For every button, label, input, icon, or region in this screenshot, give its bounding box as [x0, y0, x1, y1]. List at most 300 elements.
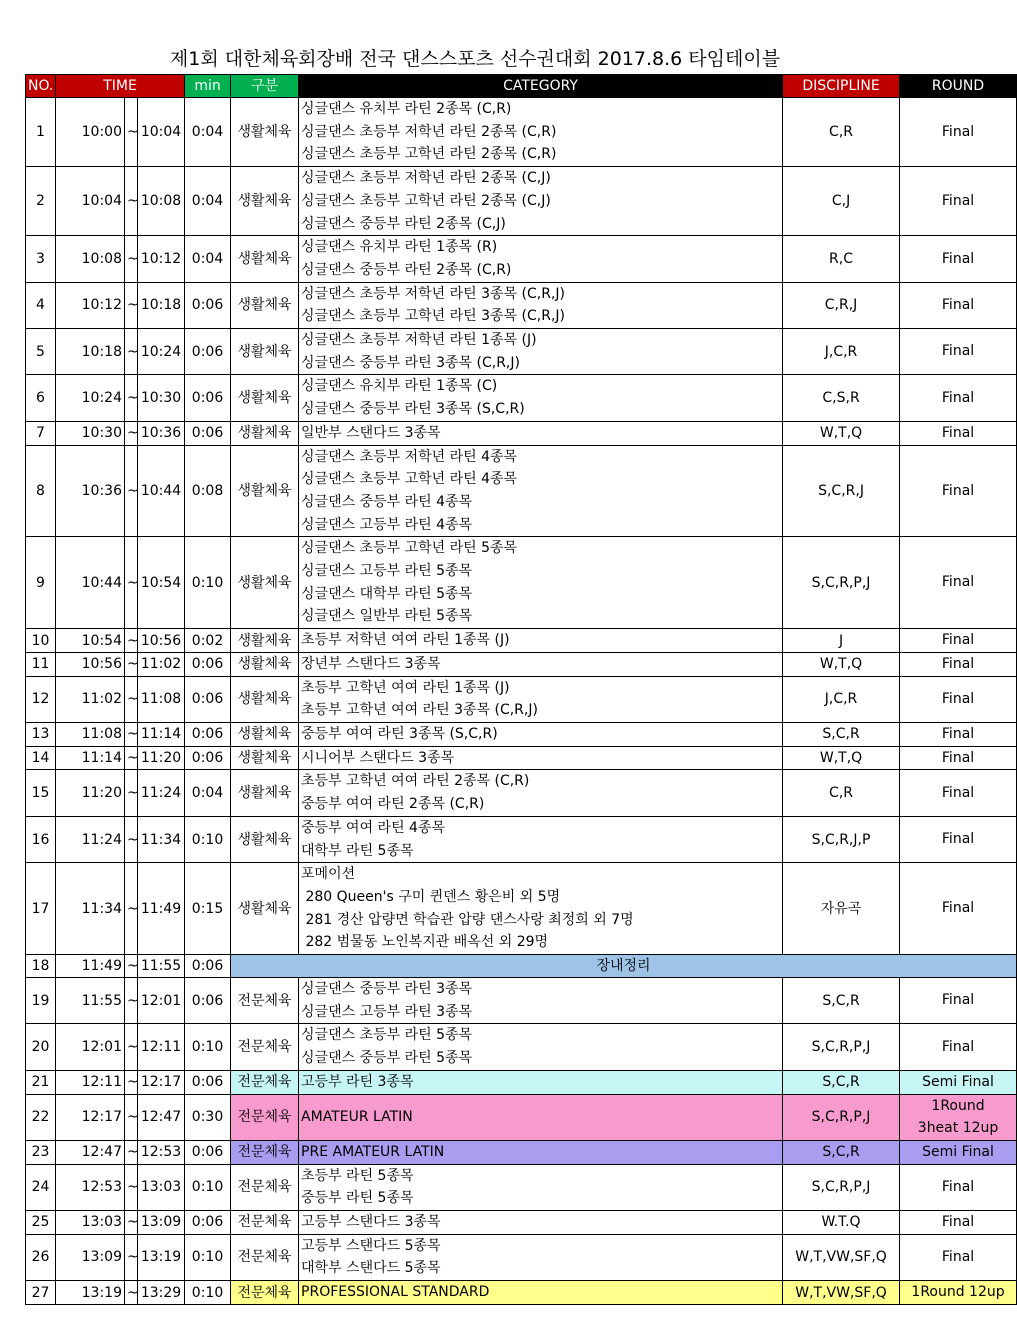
event-type: 생활체육 [231, 375, 299, 421]
end-time: 11:02 [138, 652, 185, 676]
event-type: 생활체육 [231, 329, 299, 375]
start-time: 12:11 [56, 1070, 125, 1094]
start-time: 11:24 [56, 816, 125, 862]
row-number: 10 [26, 629, 56, 653]
table-row [26, 421, 1017, 445]
end-time: 10:36 [138, 421, 185, 445]
discipline: S,C,R,J,P [783, 816, 900, 862]
category-line: 싱글댄스 초등부 고학년 라틴 2종목 (C,J) [301, 192, 551, 209]
end-time: 11:20 [138, 746, 185, 770]
table-row [26, 1070, 1017, 1094]
discipline: S,C,R,P,J [783, 537, 900, 629]
discipline: S,C,R,P,J [783, 1094, 900, 1140]
category-cell [299, 863, 783, 955]
duration: 0:06 [185, 978, 231, 1024]
discipline: S,C,R [783, 978, 900, 1024]
start-time: 12:17 [56, 1094, 125, 1140]
start-time: 12:01 [56, 1024, 125, 1070]
round-line: Final [941, 1038, 975, 1055]
category-cell [299, 629, 783, 653]
event-type: 생활체육 [231, 537, 299, 629]
table-row [26, 863, 1017, 955]
round-line: Final [941, 343, 975, 360]
end-time: 10:24 [138, 329, 185, 375]
row-number: 6 [26, 375, 56, 421]
end-time: 11:55 [138, 955, 185, 978]
round-cell [900, 629, 1017, 653]
category-cell [299, 236, 783, 282]
duration: 0:06 [185, 1140, 231, 1164]
duration: 0:15 [185, 863, 231, 955]
time-separator: ~ [125, 978, 138, 1024]
header-category: CATEGORY [299, 75, 783, 98]
round-cell [900, 1281, 1017, 1305]
row-number: 7 [26, 421, 56, 445]
end-time: 10:04 [138, 98, 185, 167]
event-type: 생활체육 [231, 652, 299, 676]
category-line: 포메이션 [301, 866, 356, 883]
row-number: 2 [26, 167, 56, 236]
time-separator: ~ [125, 1234, 138, 1280]
category-line: 초등부 고학년 여여 라틴 3종목 (C,R,J) [301, 702, 538, 719]
header-discipline: DISCIPLINE [783, 75, 900, 98]
table-row [26, 746, 1017, 770]
time-separator: ~ [125, 652, 138, 676]
start-time: 11:14 [56, 746, 125, 770]
table-row [26, 1024, 1017, 1070]
category-line: 대학부 라틴 5종목 [301, 842, 414, 859]
row-number: 8 [26, 445, 56, 537]
table-row [26, 1281, 1017, 1305]
table-row [26, 1140, 1017, 1164]
row-number: 5 [26, 329, 56, 375]
start-time: 10:04 [56, 167, 125, 236]
row-number: 21 [26, 1070, 56, 1094]
discipline: S,C,R [783, 1070, 900, 1094]
category-line: 싱글댄스 중등부 라틴 2종목 (C,R) [301, 261, 512, 278]
round-cell [900, 1094, 1017, 1140]
table-row [26, 98, 1017, 167]
event-type: 전문체육 [231, 1140, 299, 1164]
start-time: 10:08 [56, 236, 125, 282]
category-cell [299, 676, 783, 722]
round-line: Final [941, 424, 975, 441]
round-line: Final [941, 831, 975, 848]
break-label: 장내정리 [231, 955, 1017, 978]
duration: 0:06 [185, 421, 231, 445]
category-line: 중등부 여여 라틴 3종목 (S,C,R) [301, 725, 498, 742]
discipline: R,C [783, 236, 900, 282]
row-number: 22 [26, 1094, 56, 1140]
end-time: 10:18 [138, 282, 185, 328]
round-line: Final [941, 1214, 975, 1231]
time-separator: ~ [125, 1164, 138, 1210]
category-line: 싱글댄스 중등부 라틴 2종목 (C,J) [301, 215, 506, 232]
discipline: C,R [783, 98, 900, 167]
round-cell [900, 1140, 1017, 1164]
event-type: 생활체육 [231, 236, 299, 282]
duration: 0:10 [185, 1164, 231, 1210]
category-line: 싱글댄스 유치부 라틴 2종목 (C,R) [301, 101, 512, 117]
end-time: 12:53 [138, 1140, 185, 1164]
category-line: 싱글댄스 초등부 저학년 라틴 3종목 (C,R,J) [301, 285, 565, 302]
round-cell [900, 445, 1017, 537]
discipline: C,R [783, 770, 900, 816]
event-type: 전문체육 [231, 1024, 299, 1070]
end-time: 13:29 [138, 1281, 185, 1305]
category-line: 싱글댄스 초등부 고학년 라틴 4종목 [301, 471, 518, 488]
category-line: 일반부 스탠다드 3종목 [301, 424, 441, 441]
category-cell [299, 445, 783, 537]
discipline: S,C,R,J [783, 445, 900, 537]
row-number: 15 [26, 770, 56, 816]
row-number: 19 [26, 978, 56, 1024]
category-line: 싱글댄스 유치부 라틴 1종목 (R) [301, 239, 498, 256]
start-time: 11:49 [56, 955, 125, 978]
category-line: 대학부 스탠다드 5종목 [301, 1260, 441, 1277]
start-time: 10:24 [56, 375, 125, 421]
start-time: 11:20 [56, 770, 125, 816]
category-cell [299, 816, 783, 862]
discipline: W,T,Q [783, 421, 900, 445]
category-line: PROFESSIONAL STANDARD [301, 1284, 490, 1301]
table-row [26, 236, 1017, 282]
time-separator: ~ [125, 375, 138, 421]
discipline: C,J [783, 167, 900, 236]
discipline: 자유곡 [783, 863, 900, 955]
round-cell [900, 816, 1017, 862]
time-separator: ~ [125, 445, 138, 537]
event-type: 전문체육 [231, 978, 299, 1024]
category-line: 싱글댄스 유치부 라틴 1종목 (C) [301, 378, 498, 395]
category-line: PRE AMATEUR LATIN [301, 1143, 445, 1160]
category-cell [299, 1211, 783, 1235]
duration: 0:30 [185, 1094, 231, 1140]
category-line: 싱글댄스 초등부 라틴 5종목 [301, 1027, 473, 1044]
category-line: 초등부 고학년 여여 라틴 1종목 (J) [301, 679, 510, 696]
table-row [26, 955, 1017, 978]
end-time: 12:47 [138, 1094, 185, 1140]
category-line: 고등부 스탠다드 5종목 [301, 1237, 441, 1254]
end-time: 11:24 [138, 770, 185, 816]
end-time: 11:49 [138, 863, 185, 955]
table-row [26, 676, 1017, 722]
round-cell [900, 1164, 1017, 1210]
category-line: 싱글댄스 고등부 라틴 3종목 [301, 1003, 473, 1020]
table-row [26, 1164, 1017, 1210]
round-cell [900, 236, 1017, 282]
category-line: 초등부 저학년 여여 라틴 1종목 (J) [301, 632, 510, 649]
duration: 0:04 [185, 236, 231, 282]
event-type: 전문체육 [231, 1281, 299, 1305]
event-type: 생활체육 [231, 629, 299, 653]
table-row [26, 375, 1017, 421]
discipline: J,C,R [783, 676, 900, 722]
row-number: 9 [26, 537, 56, 629]
category-line: 싱글댄스 초등부 저학년 라틴 2종목 (C,J) [301, 170, 551, 187]
round-cell [900, 652, 1017, 676]
time-separator: ~ [125, 629, 138, 653]
time-separator: ~ [125, 1140, 138, 1164]
round-cell [900, 375, 1017, 421]
discipline: W.T.Q [783, 1211, 900, 1235]
event-type: 생활체육 [231, 98, 299, 167]
timetable [25, 74, 1017, 1305]
discipline: J [783, 629, 900, 653]
end-time: 13:03 [138, 1164, 185, 1210]
round-cell [900, 421, 1017, 445]
page-title: 제1회 대한체육회장배 전국 댄스스포츠 선수권대회 2017.8.6 타임테이블 [169, 48, 781, 70]
category-cell [299, 167, 783, 236]
round-cell [900, 746, 1017, 770]
duration: 0:08 [185, 445, 231, 537]
round-line: Final [941, 192, 975, 209]
end-time: 10:30 [138, 375, 185, 421]
category-cell [299, 282, 783, 328]
end-time: 11:08 [138, 676, 185, 722]
start-time: 10:12 [56, 282, 125, 328]
round-line: Final [941, 1249, 975, 1266]
table-row [26, 816, 1017, 862]
duration: 0:04 [185, 98, 231, 167]
round-line: Final [941, 725, 975, 742]
event-type: 생활체육 [231, 282, 299, 328]
time-separator: ~ [125, 421, 138, 445]
category-cell [299, 98, 783, 167]
discipline: W,T,Q [783, 746, 900, 770]
duration: 0:06 [185, 1211, 231, 1235]
category-line: 싱글댄스 초등부 고학년 라틴 2종목 (C,R) [301, 146, 557, 163]
start-time: 13:19 [56, 1281, 125, 1305]
category-line: 고등부 라틴 3종목 [301, 1073, 414, 1090]
table-row [26, 629, 1017, 653]
start-time: 10:44 [56, 537, 125, 629]
row-number: 11 [26, 652, 56, 676]
row-number: 13 [26, 722, 56, 746]
duration: 0:04 [185, 167, 231, 236]
category-cell [299, 770, 783, 816]
round-line: Final [941, 123, 975, 140]
category-cell [299, 978, 783, 1024]
table-row [26, 282, 1017, 328]
duration: 0:10 [185, 1281, 231, 1305]
time-separator: ~ [125, 676, 138, 722]
category-line: 싱글댄스 중등부 라틴 3종목 [301, 981, 473, 998]
row-number: 27 [26, 1281, 56, 1305]
table-row [26, 1094, 1017, 1140]
header-round: ROUND [900, 75, 1017, 98]
round-line: Final [941, 690, 975, 707]
category-line: 싱글댄스 중등부 라틴 5종목 [301, 1050, 473, 1067]
time-separator: ~ [125, 863, 138, 955]
category-line: 싱글댄스 대학부 라틴 5종목 [301, 585, 473, 602]
end-time: 10:12 [138, 236, 185, 282]
discipline: S,C,R,P,J [783, 1024, 900, 1070]
time-separator: ~ [125, 816, 138, 862]
discipline: S,C,R,P,J [783, 1164, 900, 1210]
discipline: S,C,R [783, 1140, 900, 1164]
round-line: Final [941, 296, 975, 313]
start-time: 11:55 [56, 978, 125, 1024]
category-cell [299, 421, 783, 445]
start-time: 11:08 [56, 722, 125, 746]
round-cell [900, 676, 1017, 722]
round-line: Final [941, 482, 975, 499]
round-line: Final [941, 784, 975, 801]
duration: 0:06 [185, 746, 231, 770]
duration: 0:06 [185, 955, 231, 978]
duration: 0:10 [185, 537, 231, 629]
round-line: Final [941, 655, 975, 672]
event-type: 전문체육 [231, 1211, 299, 1235]
row-number: 20 [26, 1024, 56, 1070]
discipline: W,T,VW,SF,Q [783, 1281, 900, 1305]
round-line: Final [941, 250, 975, 267]
category-line: 고등부 스탠다드 3종목 [301, 1214, 441, 1231]
row-number: 25 [26, 1211, 56, 1235]
round-line: 1Round 12up [911, 1284, 1005, 1301]
round-cell [900, 167, 1017, 236]
header-no: NO. [26, 75, 56, 98]
start-time: 13:03 [56, 1211, 125, 1235]
category-line: AMATEUR LATIN [301, 1108, 413, 1125]
round-line: Final [941, 632, 975, 649]
row-number: 17 [26, 863, 56, 955]
round-line: Final [941, 900, 975, 917]
end-time: 11:14 [138, 722, 185, 746]
category-line: 싱글댄스 고등부 라틴 4종목 [301, 516, 473, 533]
event-type: 생활체육 [231, 746, 299, 770]
table-row [26, 167, 1017, 236]
category-cell [299, 537, 783, 629]
table-row [26, 329, 1017, 375]
category-line: 282 범물동 노인복지관 배옥선 외 29명 [301, 934, 549, 951]
category-cell [299, 1281, 783, 1305]
header-row [26, 75, 1017, 98]
time-separator: ~ [125, 1070, 138, 1094]
category-cell [299, 1070, 783, 1094]
row-number: 14 [26, 746, 56, 770]
event-type: 생활체육 [231, 816, 299, 862]
table-row [26, 445, 1017, 537]
end-time: 10:08 [138, 167, 185, 236]
category-line: 장년부 스탠다드 3종목 [301, 655, 441, 672]
duration: 0:10 [185, 1024, 231, 1070]
row-number: 16 [26, 816, 56, 862]
time-separator: ~ [125, 282, 138, 328]
category-line: 싱글댄스 초등부 저학년 라틴 2종목 (C,R) [301, 123, 557, 140]
duration: 0:02 [185, 629, 231, 653]
header-min: min [185, 75, 231, 98]
start-time: 13:09 [56, 1234, 125, 1280]
category-line: 중등부 여여 라틴 2종목 (C,R) [301, 796, 485, 813]
time-separator: ~ [125, 1094, 138, 1140]
round-cell [900, 329, 1017, 375]
time-separator: ~ [125, 236, 138, 282]
round-cell [900, 863, 1017, 955]
time-separator: ~ [125, 167, 138, 236]
event-type: 생활체육 [231, 770, 299, 816]
round-line: Final [941, 574, 975, 591]
category-cell [299, 1024, 783, 1070]
category-line: 싱글댄스 초등부 고학년 라틴 3종목 (C,R,J) [301, 308, 565, 325]
round-cell [900, 978, 1017, 1024]
duration: 0:06 [185, 676, 231, 722]
category-line: 싱글댄스 고등부 라틴 5종목 [301, 563, 473, 580]
duration: 0:06 [185, 652, 231, 676]
category-line: 싱글댄스 초등부 저학년 라틴 1종목 (J) [301, 332, 537, 349]
round-line: Semi Final [922, 1143, 994, 1160]
category-line: 싱글댄스 초등부 고학년 라틴 5종목 [301, 540, 518, 557]
discipline: W,T,Q [783, 652, 900, 676]
duration: 0:06 [185, 375, 231, 421]
event-type: 생활체육 [231, 722, 299, 746]
header-time: TIME [56, 75, 185, 98]
discipline: S,C,R [783, 722, 900, 746]
row-number: 1 [26, 98, 56, 167]
table-row [26, 537, 1017, 629]
duration: 0:10 [185, 1234, 231, 1280]
category-cell [299, 329, 783, 375]
event-type: 생활체육 [231, 421, 299, 445]
round-cell [900, 1234, 1017, 1280]
time-separator: ~ [125, 1211, 138, 1235]
round-line: Final [941, 389, 975, 406]
end-time: 10:44 [138, 445, 185, 537]
category-line: 281 경산 압량면 학습관 압량 댄스사랑 최정희 외 7명 [301, 911, 634, 928]
table-row [26, 722, 1017, 746]
category-line: 280 Queen's 구미 퀸덴스 황은비 외 5명 [301, 888, 561, 905]
round-line: Final [941, 992, 975, 1009]
end-time: 11:34 [138, 816, 185, 862]
category-line: 싱글댄스 중등부 라틴 4종목 [301, 493, 473, 510]
end-time: 12:17 [138, 1070, 185, 1094]
end-time: 12:11 [138, 1024, 185, 1070]
discipline: C,S,R [783, 375, 900, 421]
round-line: Final [941, 749, 975, 766]
start-time: 12:47 [56, 1140, 125, 1164]
end-time: 12:01 [138, 978, 185, 1024]
table-row [26, 770, 1017, 816]
event-type: 생활체육 [231, 676, 299, 722]
event-type: 생활체육 [231, 863, 299, 955]
row-number: 3 [26, 236, 56, 282]
end-time: 13:19 [138, 1234, 185, 1280]
duration: 0:06 [185, 329, 231, 375]
category-line: 중등부 여여 라틴 4종목 [301, 819, 446, 836]
row-number: 26 [26, 1234, 56, 1280]
round-line: 3heat 12up [917, 1120, 999, 1137]
category-cell [299, 1140, 783, 1164]
round-cell [900, 282, 1017, 328]
start-time: 11:02 [56, 676, 125, 722]
round-cell [900, 1070, 1017, 1094]
end-time: 10:54 [138, 537, 185, 629]
time-separator: ~ [125, 1281, 138, 1305]
round-cell [900, 722, 1017, 746]
round-cell [900, 537, 1017, 629]
round-cell [900, 770, 1017, 816]
time-separator: ~ [125, 722, 138, 746]
row-number: 24 [26, 1164, 56, 1210]
row-number: 18 [26, 955, 56, 978]
category-line: 싱글댄스 중등부 라틴 3종목 (S,C,R) [301, 401, 525, 418]
table-row [26, 978, 1017, 1024]
discipline: C,R,J [783, 282, 900, 328]
category-cell [299, 1234, 783, 1280]
event-type: 전문체육 [231, 1094, 299, 1140]
category-line: 싱글댄스 초등부 저학년 라틴 4종목 [301, 448, 518, 465]
